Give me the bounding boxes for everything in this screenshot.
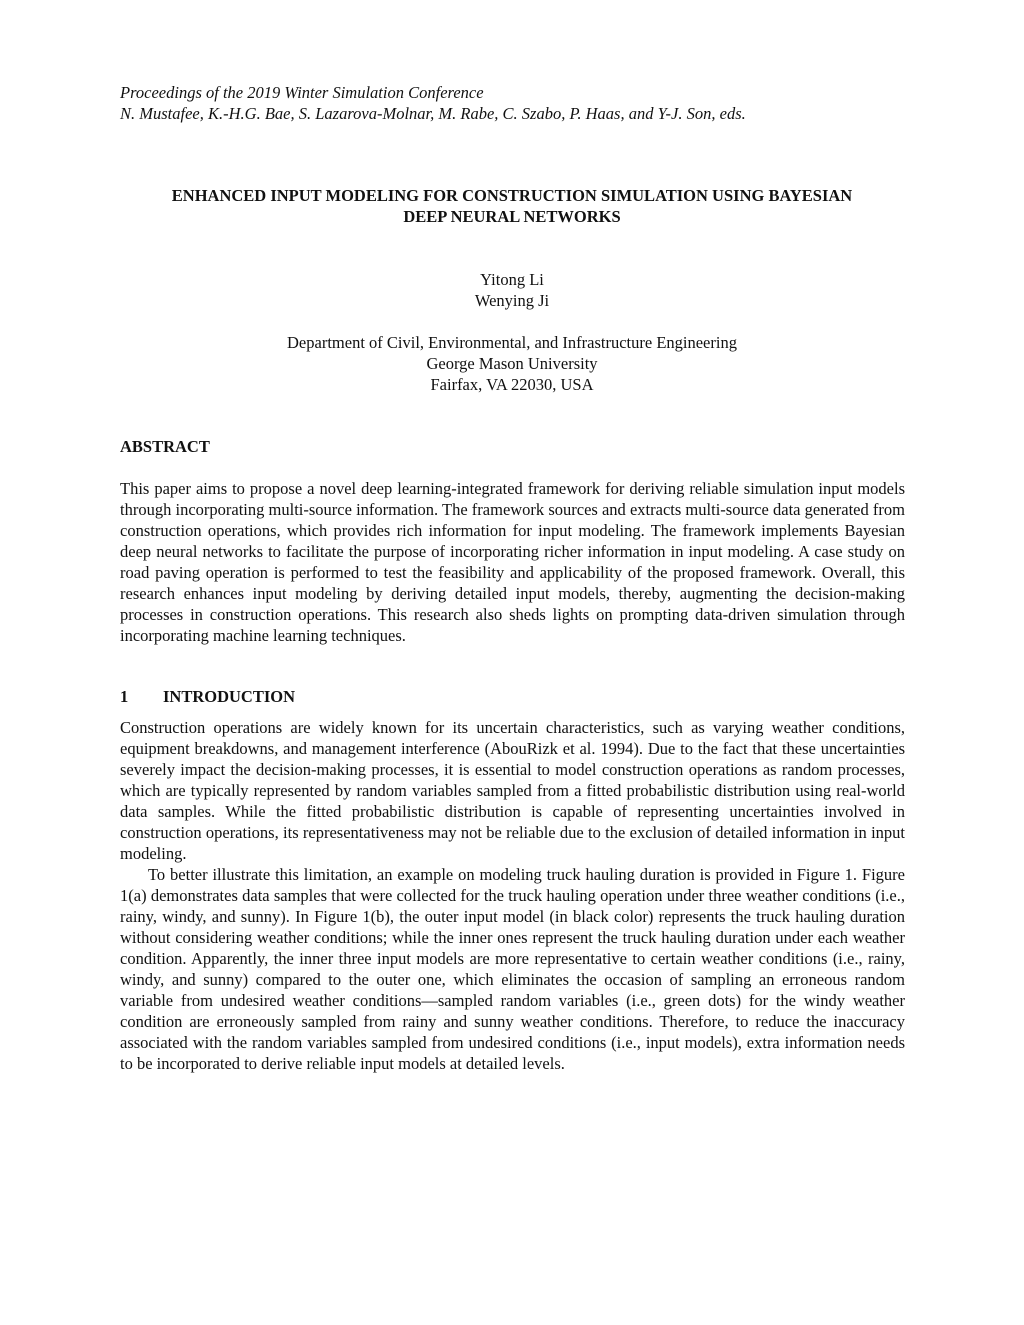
- affiliation-department: Department of Civil, Environmental, and Infrastructure Engineering: [287, 333, 737, 352]
- proceedings-title: Proceedings of the 2019 Winter Simulation Conference: [120, 83, 484, 102]
- proceedings-header: [120, 82, 905, 124]
- editors-line: N. Mustafee, K.-H.G. Bae, S. Lazarova-Molnar, M. Rabe, C. Szabo, P. Haas, and Y-J. Son, eds.: [120, 104, 746, 123]
- affiliation-address: Fairfax, VA 22030, USA: [430, 375, 594, 394]
- section-title: INTRODUCTION: [163, 687, 296, 706]
- affiliation: [200, 332, 824, 395]
- section-heading-introduction: [120, 686, 295, 707]
- title-line-2: DEEP NEURAL NETWORKS: [403, 207, 621, 226]
- introduction-body: [120, 717, 905, 1074]
- introduction-paragraph: Construction operations are widely known for its uncertain characteristics, such as varying weather conditions, equipment breakdowns, and management interference (AbouRizk et al. 1994). Due to the fact that these uncertainties severely impact the decision-making processes, it is essential to model construction operations as random processes, which are typically represented by random variables sampled from a fitted probabilistic distribution using real-world data samples. While the fitted probabilistic distribution is capable of representing uncertainties involved in construction operations, its representativeness may not be reliable due to the exclusion of detailed information in input modeling.: [120, 718, 905, 863]
- section-number: 1: [120, 687, 129, 706]
- author-list: [200, 269, 824, 311]
- abstract-text: This paper aims to propose a novel deep learning-integrated framework for deriving reliable simulation input models through incorporating multi-source information. The framework sources and extracts multi-source data generated from construction operations, which provides rich information for input modeling. The framework implements Bayesian deep neural networks to facilitate the purpose of incorporating richer information in input modeling. A case study on road paving operation is performed to test the feasibility and applicability of the proposed framework. Overall, this research enhances input modeling by deriving detailed input models, thereby, augmenting the decision-making processes in construction operations. This research also sheds lights on prompting data-driven simulation through incorporating machine learning techniques.: [120, 479, 905, 645]
- title-line-1: ENHANCED INPUT MODELING FOR CONSTRUCTION SIMULATION USING BAYESIAN: [171, 186, 853, 205]
- paper-title: [100, 185, 924, 227]
- author-name: Yitong Li: [480, 270, 544, 289]
- abstract-heading: ABSTRACT: [120, 437, 210, 456]
- author-name: Wenying Ji: [474, 291, 550, 310]
- introduction-paragraph: To better illustrate this limitation, an example on modeling truck hauling duration is provided in Figure 1. Figure 1(a) demonstrates data samples that were collected for the truck hauling operation under three weather conditions (i.e., rainy, windy, and sunny). In Figure 1(b), the outer input model (in black color) represents the truck hauling duration without considering weather conditions; while the inner ones represent the truck hauling duration under each weather condition. Apparently, the inner three input models are more representative to certain weather conditions (i.e., rainy, windy, and sunny) compared to the outer one, which eliminates the occasion of sampling an erroneous random variable from undesired weather conditions—sampled random variables (i.e., green dots) for the windy weather condition are erroneously sampled from rainy and sunny weather conditions. Therefore, to reduce the inaccuracy associated with the random variables sampled from undesired conditions (i.e., input models), extra information needs to be incorporated to derive reliable input models at detailed levels.: [120, 865, 905, 1073]
- affiliation-university: George Mason University: [426, 354, 598, 373]
